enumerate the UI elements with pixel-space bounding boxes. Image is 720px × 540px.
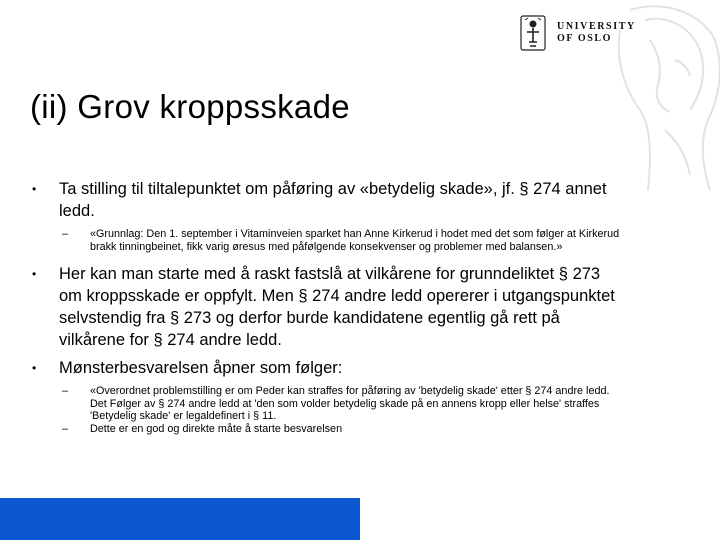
university-name-line2: OF OSLO	[557, 33, 613, 44]
sub-bullet-marker: –	[62, 385, 69, 398]
slide-content	[32, 178, 622, 436]
bullet-item	[32, 263, 622, 351]
bullet-text: Her kan man starte med å raskt fastslå at vilkårene for grunndeliktet § 273 om kroppsskade er oppfylt. Men § 274 andre ledd opererer i utgangspunktet selvstendig fra § 273 og derfor burde kandidatene egentlig gå rett på vilkårene for § 274 andre ledd.	[59, 265, 615, 350]
sub-bullet-item	[32, 385, 622, 423]
sub-bullet-item	[32, 423, 622, 436]
bullet-marker: •	[32, 182, 37, 196]
bottom-accent-bar	[0, 498, 360, 540]
bullet-text: Ta stilling til tiltalepunktet om påføring av «betydelig skade», jf. § 274 annet ledd.	[59, 180, 607, 220]
bullet-item	[32, 357, 622, 379]
university-name	[557, 21, 636, 45]
bullet-marker: •	[32, 267, 37, 282]
sub-bullet-text: Dette er en god og direkte måte å starte besvarelsen	[90, 422, 343, 435]
sub-bullet-text: «Overordnet problemstilling er om Peder kan straffes for påføring av 'betydelig skade' etter § 274 andre ledd. Det Følger av § 274 andre ledd at 'den som volder betydelig skade på en annens kropp eller helse' straffes 'Betydelig skade' er legaldefinert i § 11.	[90, 385, 610, 423]
university-logo	[519, 14, 636, 52]
sub-bullet-marker: –	[62, 228, 69, 240]
university-name-line1: UNIVERSITY	[557, 21, 636, 32]
sub-bullet-text: «Grunnlag: Den 1. september i Vitaminveien sparket han Anne Kirkerud i hodet med det som følger at Kirkerud brakk tinningbeinet, fikk varig øresus med påfølgende konsekvenser og problemer med balansen.»	[90, 228, 620, 253]
bullet-marker: •	[32, 361, 37, 376]
bullet-item	[32, 178, 622, 222]
university-seal-icon	[519, 14, 547, 52]
sub-bullet-marker: –	[62, 422, 69, 435]
bullet-text: Mønsterbesvarelsen åpner som følger:	[59, 359, 343, 378]
slide-title: (ii) Grov kroppsskade	[30, 88, 350, 125]
sub-bullet-item	[32, 228, 622, 253]
